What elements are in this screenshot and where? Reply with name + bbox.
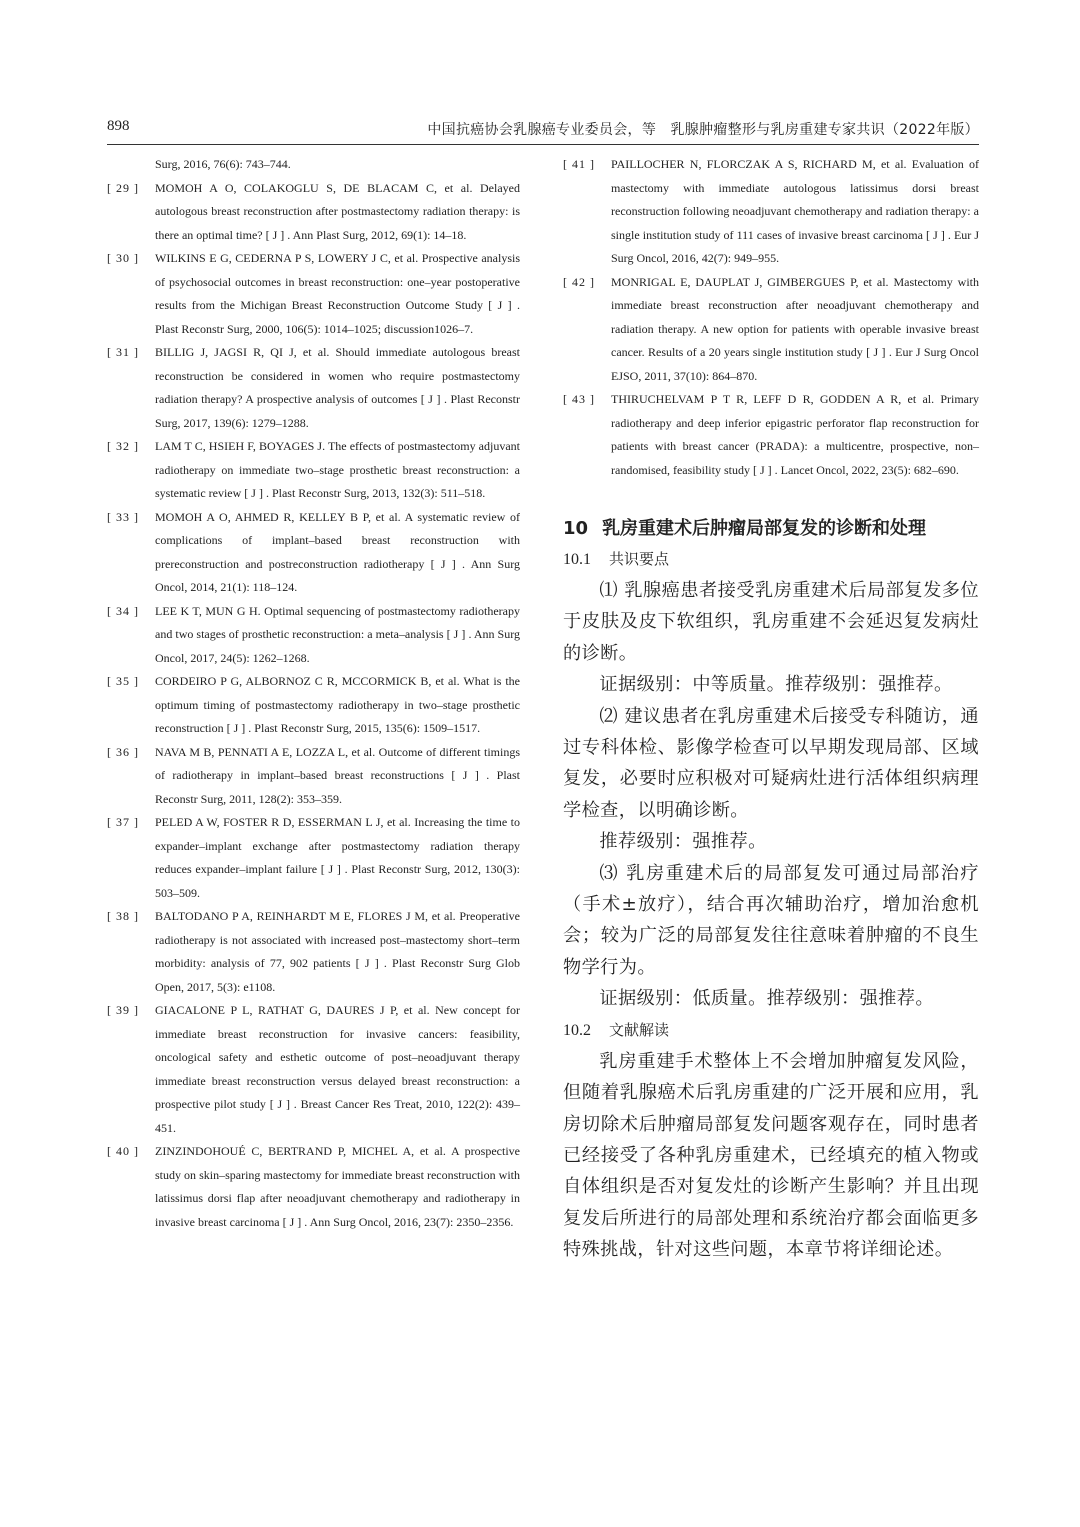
reference-item [563,153,979,271]
reference-text: LEE K T, MUN G H. Optimal sequencing of postmastectomy radiotherapy and two stages of prosthetic reconstruction: a meta–analysis [ J ] . Ann Surg Oncol, 2017, 24(5): 1262–1268. [155,603,520,665]
section-heading [563,514,979,544]
right-column [563,153,979,1266]
body-paragraph: ⑴ 乳腺癌患者接受乳房重建术后局部复发多位于皮肤及皮下软组织，乳房重建不会延迟复发病灶的诊断。 [563,580,979,664]
consensus-paragraphs [563,575,979,1015]
reference-item [107,600,520,671]
reference-text: MONRIGAL E, DAUPLAT J, GIMBERGUES P, et al. Mastectomy with immediate breast reconstruction after neoadjuvant chemotherapy and radiation therapy. A new option for patients with operable invasive breast cancer. Results of a 20 years single institution study [ J ] . Eur J Surg Oncol EJSO, 2011, 37(10): 864–870. [611,274,979,383]
reference-item [107,435,520,506]
body-paragraph: ⑶ 乳房重建术后的局部复发可通过局部治疗（手术±放疗），结合再次辅助治疗，增加治愈机会；较为广泛的局部复发往往意味着肿瘤的不良生物学行为。 [563,862,979,978]
body-paragraph: ⑵ 建议患者在乳房重建术后接受专科随访，通过专科体检、影像学检查可以早期发现局部、区域复发，必要时应积极对可疑病灶进行活体组织病理学检查，以明确诊断。 [563,705,979,821]
reference-number: [ 41 ] [563,157,595,171]
running-title: 中国抗癌协会乳腺癌专业委员会，等 乳腺肿瘤整形与乳房重建专家共识（2022年版） [427,122,979,138]
subsection-number: 10.1 [563,551,591,568]
subsection-heading-consensus [563,544,979,575]
reference-list-left [107,177,520,1235]
reference-number: [ 31 ] [107,345,139,359]
reference-item [563,271,979,389]
reference-item [107,341,520,435]
reference-number: [ 36 ] [107,744,139,759]
reference-number: [ 33 ] [107,509,139,524]
body-paragraph: 证据级别：低质量。推荐级别：强推荐。 [599,988,934,1010]
section-number: 10 [563,518,589,539]
reference-item [563,388,979,482]
left-column [107,153,520,1234]
subsection-number: 10.2 [563,1021,591,1039]
reference-item [107,1140,520,1234]
reference-number: [ 32 ] [107,439,139,453]
reference-number: [ 40 ] [107,1144,139,1158]
reference-number: [ 34 ] [107,603,139,618]
reference-list-right [563,153,979,482]
reference-text: PELED A W, FOSTER R D, ESSERMAN L J, et al. Increasing the time to expander–implant exchange after postmastectomy radiation therapy reduces expander–implant failure [ J ] . Plast Reconstr Surg, 2012, 130(3): 503–509. [155,815,520,900]
reference-number: [ 42 ] [563,274,595,289]
body-paragraph: 乳房重建手术整体上不会增加肿瘤复发风险，但随着乳腺癌术后乳房重建的广泛开展和应用，乳房切除术后肿瘤局部复发问题客观存在，同时患者已经接受了各种乳房重建术，已经填充的植入物或自体组织是否对复发灶的诊断产生影响？并且出现复发后所进行的局部处理和系统治疗都会面临更多特殊挑战，针对这些问题，本章节将详细论述。 [563,1050,979,1261]
reference-text: ZINZINDOHOUÉ C, BERTRAND P, MICHEL A, et al. A prospective study on skin–sparing mastectomy for immediate breast reconstruction with latissimus dorsi flap after neoadjuvant chemotherapy and radiotherapy in invasive breast carcinoma [ J ] . Ann Surg Oncol, 2016, 23(7): 2350–2356. [155,1144,520,1229]
reference-text: BALTODANO P A, REINHARDT M E, FLORES J M, et al. Preoperative radiotherapy is not associated with increased post–mastectomy short–term morbidity: analysis of 77, 902 patients [ J ] . Plast Reconstr Surg Glob Open, 2017, 5(3): e1108. [155,909,520,994]
reference-text: BILLIG J, JAGSI R, QI J, et al. Should immediate autologous breast reconstruction be considered in women who require postmastectomy radiation therapy? A prospective analysis of outcomes [ J ] . Plast Reconstr Surg, 2017, 139(6): 1279–1288. [155,345,520,430]
body-paragraph: 证据级别：中等质量。推荐级别：强推荐。 [599,674,953,696]
subsection-heading-literature [563,1015,979,1046]
reference-item [107,506,520,600]
subsection-title: 文献解读 [609,1020,670,1039]
reference-text: NAVA M B, PENNATI A E, LOZZA L, et al. Outcome of different timings of radiotherapy in implant–based breast reconstructions [ J ] . Plast Reconstr Surg, 2011, 128(2): 353–359. [155,744,520,806]
reference-text: LAM T C, HSIEH F, BOYAGES J. The effects of postmastectomy adjuvant radiotherapy on immediate two–stage prosthetic breast reconstruction: a systematic review [ J ] . Plast Reconstr Surg, 2013, 132(3): 511–518. [155,439,520,500]
reference-item [107,670,520,741]
reference-number: [ 37 ] [107,815,139,829]
reference-number: [ 30 ] [107,251,139,265]
reference-number: [ 38 ] [107,909,139,923]
section-title: 乳房重建术后肿瘤局部复发的诊断和处理 [602,518,927,539]
reference-text: MOMOH A O, COLAKOGLU S, DE BLACAM C, et al. Delayed autologous breast reconstruction after postmastectomy radiation therapy: is there an optimal time? [ J ] . Ann Plast Surg, 2012, 69(1): 14–18. [155,180,520,242]
reference-text: MOMOH A O, AHMED R, KELLEY B P, et al. A systematic review of complications of implant–based breast reconstruction with prereconstruction and postreconstruction radiotherapy [ J ] . Ann Surg Oncol, 2014, 21(1): 118–124. [155,509,520,594]
body-paragraph: 推荐级别：强推荐。 [599,831,767,853]
reference-text: WILKINS E G, CEDERNA P S, LOWERY J C, et al. Prospective analysis of psychosocial outcomes in breast reconstruction: one–year postoperative results from the Michigan Breast Reconstruction Outcome Study [ J ] . Plast Reconstr Surg, 2000, 106(5): 1014–1025; discussion1026–7. [155,251,520,336]
reference-item [107,741,520,812]
reference-text: CORDEIRO P G, ALBORNOZ C R, MCCORMICK B, et al. What is the optimum timing of postmastectomy radiotherapy in two–stage prosthetic reconstruction [ J ] . Plast Reconstr Surg, 2015, 135(6): 1509–1517. [155,674,520,735]
reference-item [107,177,520,248]
reference-text: GIACALONE P L, RATHAT G, DAURES J P, et al. New concept for immediate breast reconstruction for invasive cancers: feasibility, oncological safety and esthetic outcome of post–neoadjuvant therapy immediate breast reconstruction versus delayed breast reconstruction: a prospective pilot study [ J ] . Breast Cancer Res Treat, 2010, 122(2): 439–451. [155,1003,520,1135]
reference-number: [ 35 ] [107,674,139,688]
reference-number: [ 43 ] [563,392,595,406]
reference-item [107,999,520,1140]
reference-continuation: Surg, 2016, 76(6): 743–744. [155,157,291,171]
reference-number: [ 29 ] [107,180,139,195]
reference-item [107,811,520,905]
reference-text: THIRUCHELVAM P T R, LEFF D R, GODDEN A R, et al. Primary radiotherapy and deep inferior epigastric perforator flap reconstruction for patients with breast cancer (PRADA): a multicentre, prospective, non–randomised, feasibility study [ J ] . Lancet Oncol, 2022, 23(5): 682–690. [611,392,979,477]
page-header [107,114,979,145]
reference-number: [ 39 ] [107,1003,139,1017]
literature-paragraphs [563,1046,979,1266]
subsection-title: 共识要点 [609,550,670,568]
reference-item [107,247,520,341]
reference-text: PAILLOCHER N, FLORCZAK A S, RICHARD M, et al. Evaluation of mastectomy with immediate autologous latissimus dorsi breast reconstruction following neoadjuvant chemotherapy and radiation therapy: a single institution study of 111 cases of invasive breast carcinoma [ J ] . Eur J Surg Oncol, 2016, 42(7): 949–955. [611,157,979,265]
page-number: 898 [107,118,130,134]
reference-item [107,905,520,999]
